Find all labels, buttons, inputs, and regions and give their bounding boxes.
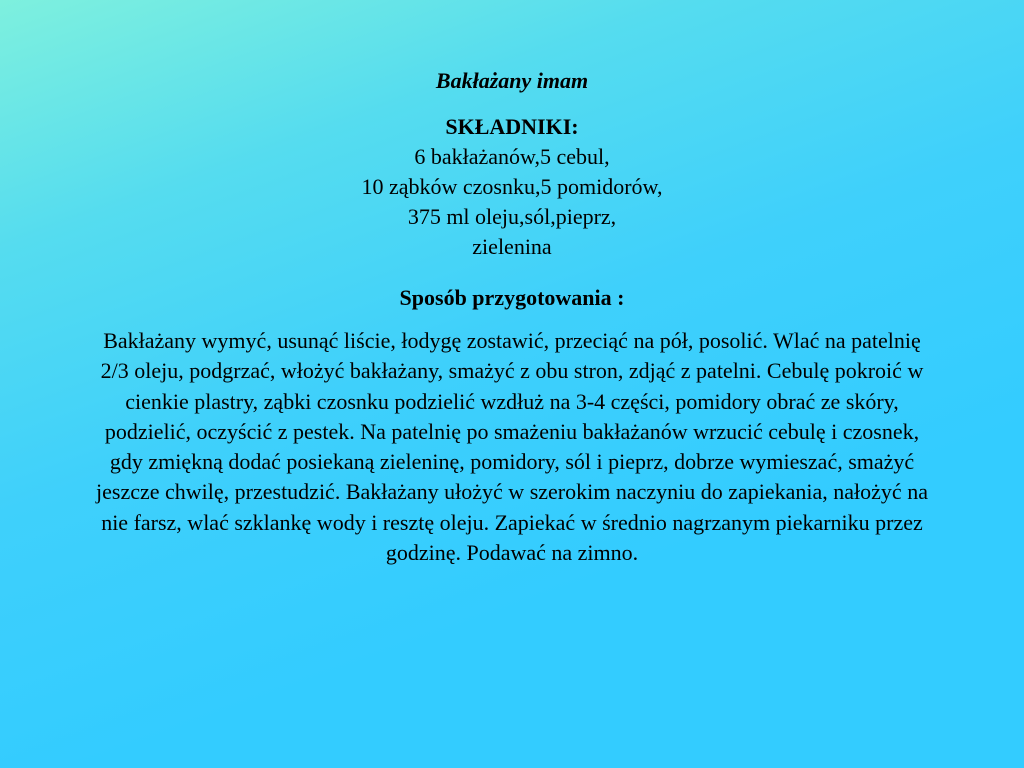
ingredients-section <box>0 112 1024 262</box>
ingredient-line: zielenina <box>472 234 552 259</box>
recipe-title: Bakłażany imam <box>435 68 589 93</box>
ingredient-line: 6 bakłażanów,5 cebul, <box>414 144 610 169</box>
method-text: Bakłażany wymyć, usunąć liście, łodygę zostawić, przeciąć na pół, posolić. Wlać na patelnię 2/3 oleju, podgrzać, włożyć bakłażany, smażyć z obu stron, zdjąć z patelni. Cebulę pokroić w cienkie plastry, ząbki czosnku podzielić wzdłuż na 3-4 części, pomidory obrać ze skóry, podzielić, oczyścić z pestek. Na patelnię po smażeniu bakłażanów wrzucić cebulę i czosnek, gdy zmiękną dodać posiekaną zieleninę, pomidory, sól i pieprz, dobrze wymieszać, smażyć jeszcze chwilę, przestudzić. Bakłażany ułożyć w szerokim naczyniu do zapiekania, nałożyć na nie farsz, wlać szklankę wody i resztę oleju. Zapiekać w średnio nagrzanym piekarniku przez godzinę. Podawać na zimno. <box>96 328 928 566</box>
ingredients-heading: SKŁADNIKI: <box>445 114 579 139</box>
ingredient-line: 10 ząbków czosnku,5 pomidorów, <box>361 174 663 199</box>
ingredient-line: 375 ml oleju,sól,pieprz, <box>407 204 617 229</box>
method-heading: Sposób przygotowania : <box>399 285 625 310</box>
